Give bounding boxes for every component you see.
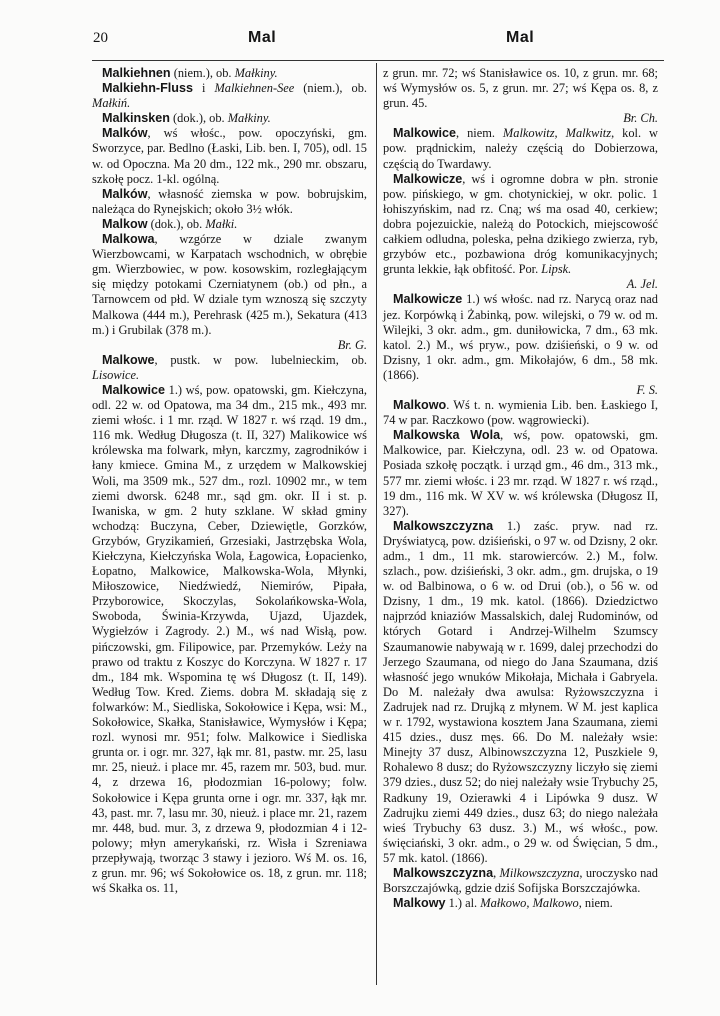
dictionary-entry <box>383 519 658 866</box>
entry-headword: Malkowicze <box>393 171 463 186</box>
entry-text: , własność ziemska w pow. bobrujskim, należąca do Rynejskich; około 3½ włók. <box>92 186 367 216</box>
entry-headword: Malków <box>102 126 148 141</box>
entry-reference: Małkiny. <box>234 66 278 80</box>
entry-text: , pustk. w pow. lubelnieckim, ob. <box>154 352 367 367</box>
entry-text: . Wś t. n. wymienia Lib. ben. Łaskiego I, 74 w par. Raczkowo (pow. wągrowiecki). <box>383 398 658 428</box>
entry-text: , niem. <box>578 896 613 911</box>
dictionary-entry <box>92 126 367 186</box>
entry-reference: Małkiny. <box>227 111 271 126</box>
author-signature: Br. Ch. <box>623 111 658 126</box>
right-column <box>383 66 658 911</box>
dictionary-entry <box>92 187 367 217</box>
entry-headword: Malkowa <box>102 232 155 247</box>
entry-text: , uroczysko nad Borszczajówką, gdzie dziś Sofijska Borszczajówka. <box>383 865 658 896</box>
dictionary-entry <box>92 111 367 126</box>
entry-headword: Malkowice <box>393 126 456 141</box>
entry-headword: Malkowicze <box>393 292 463 307</box>
entry-text: (niem.), ob. <box>294 81 367 96</box>
entry-headword: Malków <box>102 186 148 201</box>
entry-reference: Lipsk. <box>541 262 572 277</box>
author-signature: A. Jel. <box>626 277 658 292</box>
entry-continuation <box>383 66 658 126</box>
entry-headword: Malkowy <box>393 896 446 911</box>
entry-headword: Malkowe <box>102 352 155 367</box>
entry-text: , niem. <box>456 126 503 141</box>
entry-text: (dok.), ob. <box>169 111 228 126</box>
entry-text: 1.) zaśc. pryw. nad rz. Dryświatycą, pow. dziśieński, o 97 w. od Dzisny, 2 okr. adm., 1 dm., 11 mk. starowierców. 2.) M., folw. szlach., pow. dziśieński, 3 okr. adm., gm. drujska, o 19 w. od Balbinowa, o 6 w. od Drui (ob.), o 56 w. od Dzisny, 1 dm., 19 mk. katol. (1866). Dziedzictwo najprzód kniaziów Massalskich, dalej Rudominów, od których Gotard i Andrzej-Wilhelm Szumscy Szaumanowie nabywają w r. 1699, dalej przechodzi do Jerzego Szaumana, od niego do Jana Szaumana, dziś własność jego wnuków Mikołaja, Michała i Gabryela. Do M. należały dwa awulsa: Ryżowszczyzna i Zadrujek nad rz. Drujką z młynem. W M. jest kaplica w r. 1792, wystawiona kosztem Jana Szaumana, ziemi 415 dzies., dusz męs. 66. Do M. należały wsie: Minejty 37 dusz, Albinowszczyzna 12, Puszkiele 9, Rohalewo 8 dusz; do Ryżowszczyzny liczyło się ziemi 379 dzies., dusz 52; do niej należały wsie Trybuchy 25, Radkuny 19, Ozierawki 4 i Lipówka 9 dusz. W Zadrujku ziemi 449 dzies., dusz 63; do niego należała wieś Trybuchy 63 dusz. 3.) M., wś włośc., pow. święciański, 3 okr. adm., o 29 w. od Święcian, 5 dm., 57 mk. katol. (1866). <box>383 518 658 865</box>
dictionary-entry <box>92 232 367 353</box>
entry-reference: Milkowszczyzna <box>499 865 580 880</box>
entry-text: (dok.), ob. <box>147 216 206 231</box>
entry-text: , kol. w pow. prądnickim, należy częścią do Dobierzowa, częścią do Twardawy. <box>383 126 658 171</box>
dictionary-entry <box>383 896 658 911</box>
entry-reference: Małkowo, Malkowo <box>480 896 579 911</box>
dictionary-entry <box>383 292 658 398</box>
entry-text: 1.) al. <box>445 896 481 911</box>
left-column <box>92 66 367 896</box>
dictionary-entry <box>383 398 658 428</box>
dictionary-entry <box>92 81 367 111</box>
entry-reference: Lisowice. <box>92 367 140 382</box>
header-rule <box>92 60 664 61</box>
entry-reference: Małkiń. <box>92 96 131 111</box>
entry-headword: Malkiehn-Fluss <box>102 81 193 96</box>
dictionary-entry <box>92 383 367 896</box>
running-head-right: Mal <box>506 29 535 46</box>
entry-text: 1.) wś, pow. opatowski, gm. Kiełczyna, odl. 22 w. od Opatowa, ma 34 dm., 215 mk., 493 mr. ziemi włośc. i 1 mr. rząd. W 1827 r. wś rząd. 19 dm., 116 mk. Według Długosza (t. II, 327) Malikowice wś królewska ma folwark, młyn, karczmy, zagrodników i łany kmiece. Gmina M., z urzędem w Malkowskiej Woli, ma 3509 mk., 527 dm., rozl. 10902 mr., w tem ziemi dworsk. 6248 mr., sąd gm. okr. II i st. p. Iwaniska, w gm. 2 huty szklane. W skład gminy wchodzą: Buczyna, Ceber, Dziewiętle, Gorzków, Grzybów, Gryzikamień, Grzesiaki, Jastrzębska Wola, Kiełczyna, Kiełczyńska Wola, Łagowica, Łopacienko, Łopatno, Malkowice, Malkowska-Wola, Młynki, Miłoszowice, Niedźwiedź, Niemirów, Pipała, Przyborowice, Skoczylas, Sokolańkowska-Wola, Swoboda, Świnia-Krzywda, Ujazd, Ujazdek, Wygiełzów i Zagrody. 2.) M., wś nad Wisłą, pow. pińczowski, gm. Filipowice, par. Przemyków. Leży na prawo od traktu z Koszyc do Korczyna. W 1827 r. 17 dm., 184 mk. Wspomina tę wś Długosz (t. II, 149). Według Tow. Kred. Ziems. dobra M. składają się z folwarków: M., Siedliska, Sokołowice i Kępa, wsi: M., Sokołowice, Skałka, Stanisławice, Wymysłów i Kępa; rozl. wynosi mr. 951; folw. Malkowice i Siedliska grunta or. i ogr. mr. 327, łąk mr. 81, pastw. mr. 25, lasu mr. 25, nieuż. i place mr. 45, razem mr. 503, bud. mur. 4, z drzewa 16, płodozmian 16-polowy; folw. Sokołowice i Kępa grunta orne i ogr. mr. 337, łąk mr. 43, past. mr. 7, lasu mr. 30, nieuż. i place mr. 21, razem mr. 448, bud. mur. 3, z drzewa 9, płodozmian 4 i 12-polowy; młyn amerykański, rz. Wisła i Szreniawa przepływają, tworząc 3 stawy i jezioro. Wś M. os. 16, z grun. mr. 96; wś Sokołowice os. 18, z grun. mr. 118; wś Skałka os. 11, <box>92 382 367 896</box>
dictionary-entry <box>383 866 658 896</box>
dictionary-entry <box>383 172 658 293</box>
dictionary-entry <box>383 126 658 171</box>
entry-reference: Malkiehnen-See <box>214 81 295 96</box>
dictionary-entry <box>92 217 367 232</box>
entry-text: z grun. mr. 72; wś Stanisławice os. 10, z grun. mr. 68; wś Wymysłów os. 5, z grun. mr. 27; wś Kępa os. 8, z grun. 45. <box>383 66 658 111</box>
entry-text: , wś włośc., pow. opoczyński, gm. Sworzyce, par. Bedlno (Łaski, Lib. ben. I, 705), odl. 15 w. od Opoczna. Ma 20 dm., 122 mk., 290 mr. obszaru, szkołę pocz. 1-kl. ogólną. <box>92 126 367 186</box>
entry-reference: Małki. <box>205 216 238 231</box>
entry-headword: Malkowszczyzna <box>393 865 494 880</box>
entry-headword: Malkiehnen <box>102 66 171 80</box>
entry-reference: Malkowitz, Malkwitz <box>502 126 612 141</box>
dictionary-entry <box>383 428 658 519</box>
page-number: 20 <box>93 30 108 46</box>
entry-text: , wś, pow. opatowski, gm. Malkowice, par. Kiełczyna, odl. 23 w. od Opatowa. Posiada szkołę początk. i urząd gm., 46 dm., 313 mk., 577 mr. ziemi włośc. i 23 mr. rząd. W 1827 r. wś rząd., 19 dm., 116 mk. W XV w. wś królewska (Długosz II, 327). <box>383 428 658 518</box>
entry-text: , wś i ogromne dobra w płn. stronie pow. pińskiego, w gm. chotynickiej, w okr. polic. 1 łohiszyńskim, nad rz. Cną; wś ma osad 40, cerkiew; dobra pojezuickie, należą do Potockich, miejscowość całkiem odludna, poleska, pełna dzikiego zwierza, ryb, grzybów etc., pozbawiona dróg komunikacyjnych; grunta lekkie, łąk obfitość. Por. <box>383 171 658 277</box>
entry-text: , <box>493 865 500 880</box>
entry-text: i <box>192 81 215 96</box>
dictionary-entry <box>92 353 367 383</box>
running-head-left: Mal <box>248 29 277 46</box>
column-divider <box>376 63 377 985</box>
entry-text: 1.) wś włośc. nad rz. Narycą oraz nad jez. Korpówką i Żabinką, pow. wilejski, o 79 w. od m. Wilejki, 3 okr. adm., gm. duniłowicka, 7 dm., 63 mk. katol. 2.) M., wś pryw., pow. dziśieński, o 9 w. od Dzisny, 1 okr. adm., gm. Mikołajów, 6 dm., 58 mk. (1866). <box>383 292 658 382</box>
entry-headword: Malkinsken <box>102 111 170 126</box>
entry-headword: Malkowice <box>102 382 165 397</box>
author-signature: Br. G. <box>337 337 367 352</box>
entry-headword: Malkowska Wola <box>393 428 501 443</box>
entry-headword: Malkow <box>102 216 148 231</box>
entry-text: (niem.), ob. <box>170 66 235 80</box>
entry-headword: Malkowo <box>393 398 447 413</box>
author-signature: F. S. <box>636 382 658 397</box>
dictionary-entry <box>92 66 367 81</box>
entry-text: , wzgórze w dziale zwanym Wierzbowcami, w Karpatach wschodnich, w obrębie gm. Wierzbowiec, w pow. kosowskim, rozległającym się między potokami Czerniatynem (ob.) od płn., a Tarnowcem od płd. W dziale tym wznoszą się szczyty Malkowa (444 m.), Perehrask (425 m.), Sekatura (413 m.) i Grubilak (378 m.). <box>92 232 367 337</box>
entry-headword: Malkowszczyzna <box>393 518 494 533</box>
